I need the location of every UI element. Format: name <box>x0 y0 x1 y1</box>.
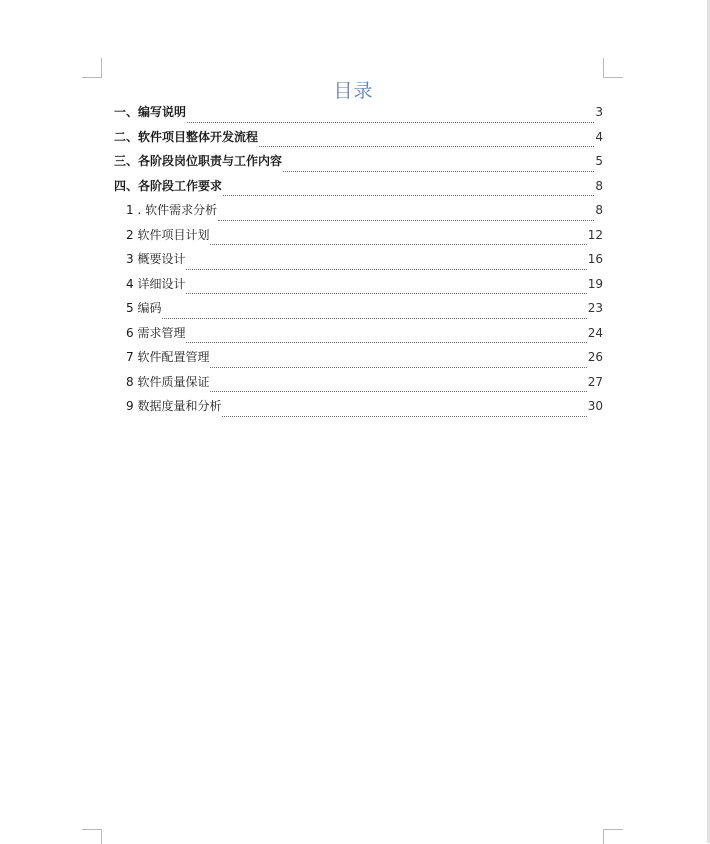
toc-dot-leader <box>210 366 586 368</box>
toc-entry-label: 9 数据度量和分析 <box>126 399 222 413</box>
toc-entry[interactable] <box>114 276 603 301</box>
toc-dot-leader <box>218 219 594 221</box>
toc-entry-page: 30 <box>587 399 603 413</box>
toc-dot-leader <box>210 243 586 245</box>
toc-entry[interactable] <box>114 202 603 227</box>
toc-dot-leader <box>162 317 586 319</box>
toc-entry-page: 12 <box>587 227 603 242</box>
toc-entry[interactable] <box>114 398 603 423</box>
margin-corner-mark-top-left <box>82 58 102 78</box>
toc-entry-page: 16 <box>587 252 603 266</box>
toc-entry-page: 23 <box>587 301 603 315</box>
toc-dot-leader <box>186 292 586 294</box>
toc-dot-leader <box>210 390 586 392</box>
toc-entry-page: 8 <box>595 203 603 217</box>
toc-entry-label: 三、各阶段岗位职责与工作内容 <box>114 154 283 168</box>
toc-entry[interactable] <box>114 251 603 276</box>
toc-entry-page: 19 <box>587 276 603 291</box>
toc-dot-leader <box>186 341 586 343</box>
toc-dot-leader <box>223 194 594 196</box>
toc-entry-label: 2 软件项目计划 <box>126 227 210 242</box>
margin-corner-mark-bottom-left <box>82 829 102 844</box>
margin-corner-mark-top-right <box>603 58 623 78</box>
toc-entry-label: 6 需求管理 <box>126 325 186 340</box>
toc-entry[interactable] <box>114 349 603 374</box>
table-of-contents <box>114 104 603 423</box>
toc-entry-page: 5 <box>595 154 603 168</box>
toc-entry-label: 四、各阶段工作要求 <box>114 178 223 193</box>
toc-entry[interactable] <box>114 227 603 252</box>
toc-entry-label: 二、软件项目整体开发流程 <box>114 129 259 144</box>
toc-entry-label: 1 . 软件需求分析 <box>126 203 218 217</box>
toc-entry-page: 26 <box>587 350 603 364</box>
toc-entry-label: 一、编写说明 <box>114 105 187 119</box>
toc-dot-leader <box>187 121 594 123</box>
toc-entry-page: 3 <box>595 105 603 119</box>
toc-entry[interactable] <box>114 104 603 129</box>
toc-entry-label: 3 概要设计 <box>126 252 186 266</box>
toc-title: 目录 <box>333 80 374 102</box>
toc-entry-label: 8 软件质量保证 <box>126 374 210 389</box>
toc-entry-label: 7 软件配置管理 <box>126 350 210 364</box>
toc-entry[interactable] <box>114 300 603 325</box>
toc-entry-page: 8 <box>595 178 603 193</box>
toc-entry[interactable] <box>114 374 603 399</box>
toc-entry[interactable] <box>114 325 603 350</box>
toc-dot-leader <box>259 145 594 147</box>
toc-entry[interactable] <box>114 153 603 178</box>
toc-entry[interactable] <box>114 178 603 203</box>
toc-dot-leader <box>186 268 586 270</box>
toc-entry[interactable] <box>114 129 603 154</box>
margin-corner-mark-bottom-right <box>603 829 623 844</box>
toc-dot-leader <box>222 415 586 417</box>
toc-entry-page: 4 <box>595 129 603 144</box>
toc-entry-label: 5 编码 <box>126 301 162 315</box>
toc-entry-page: 27 <box>587 374 603 389</box>
toc-dot-leader <box>283 170 594 172</box>
toc-entry-page: 24 <box>587 325 603 340</box>
toc-entry-label: 4 详细设计 <box>126 276 186 291</box>
